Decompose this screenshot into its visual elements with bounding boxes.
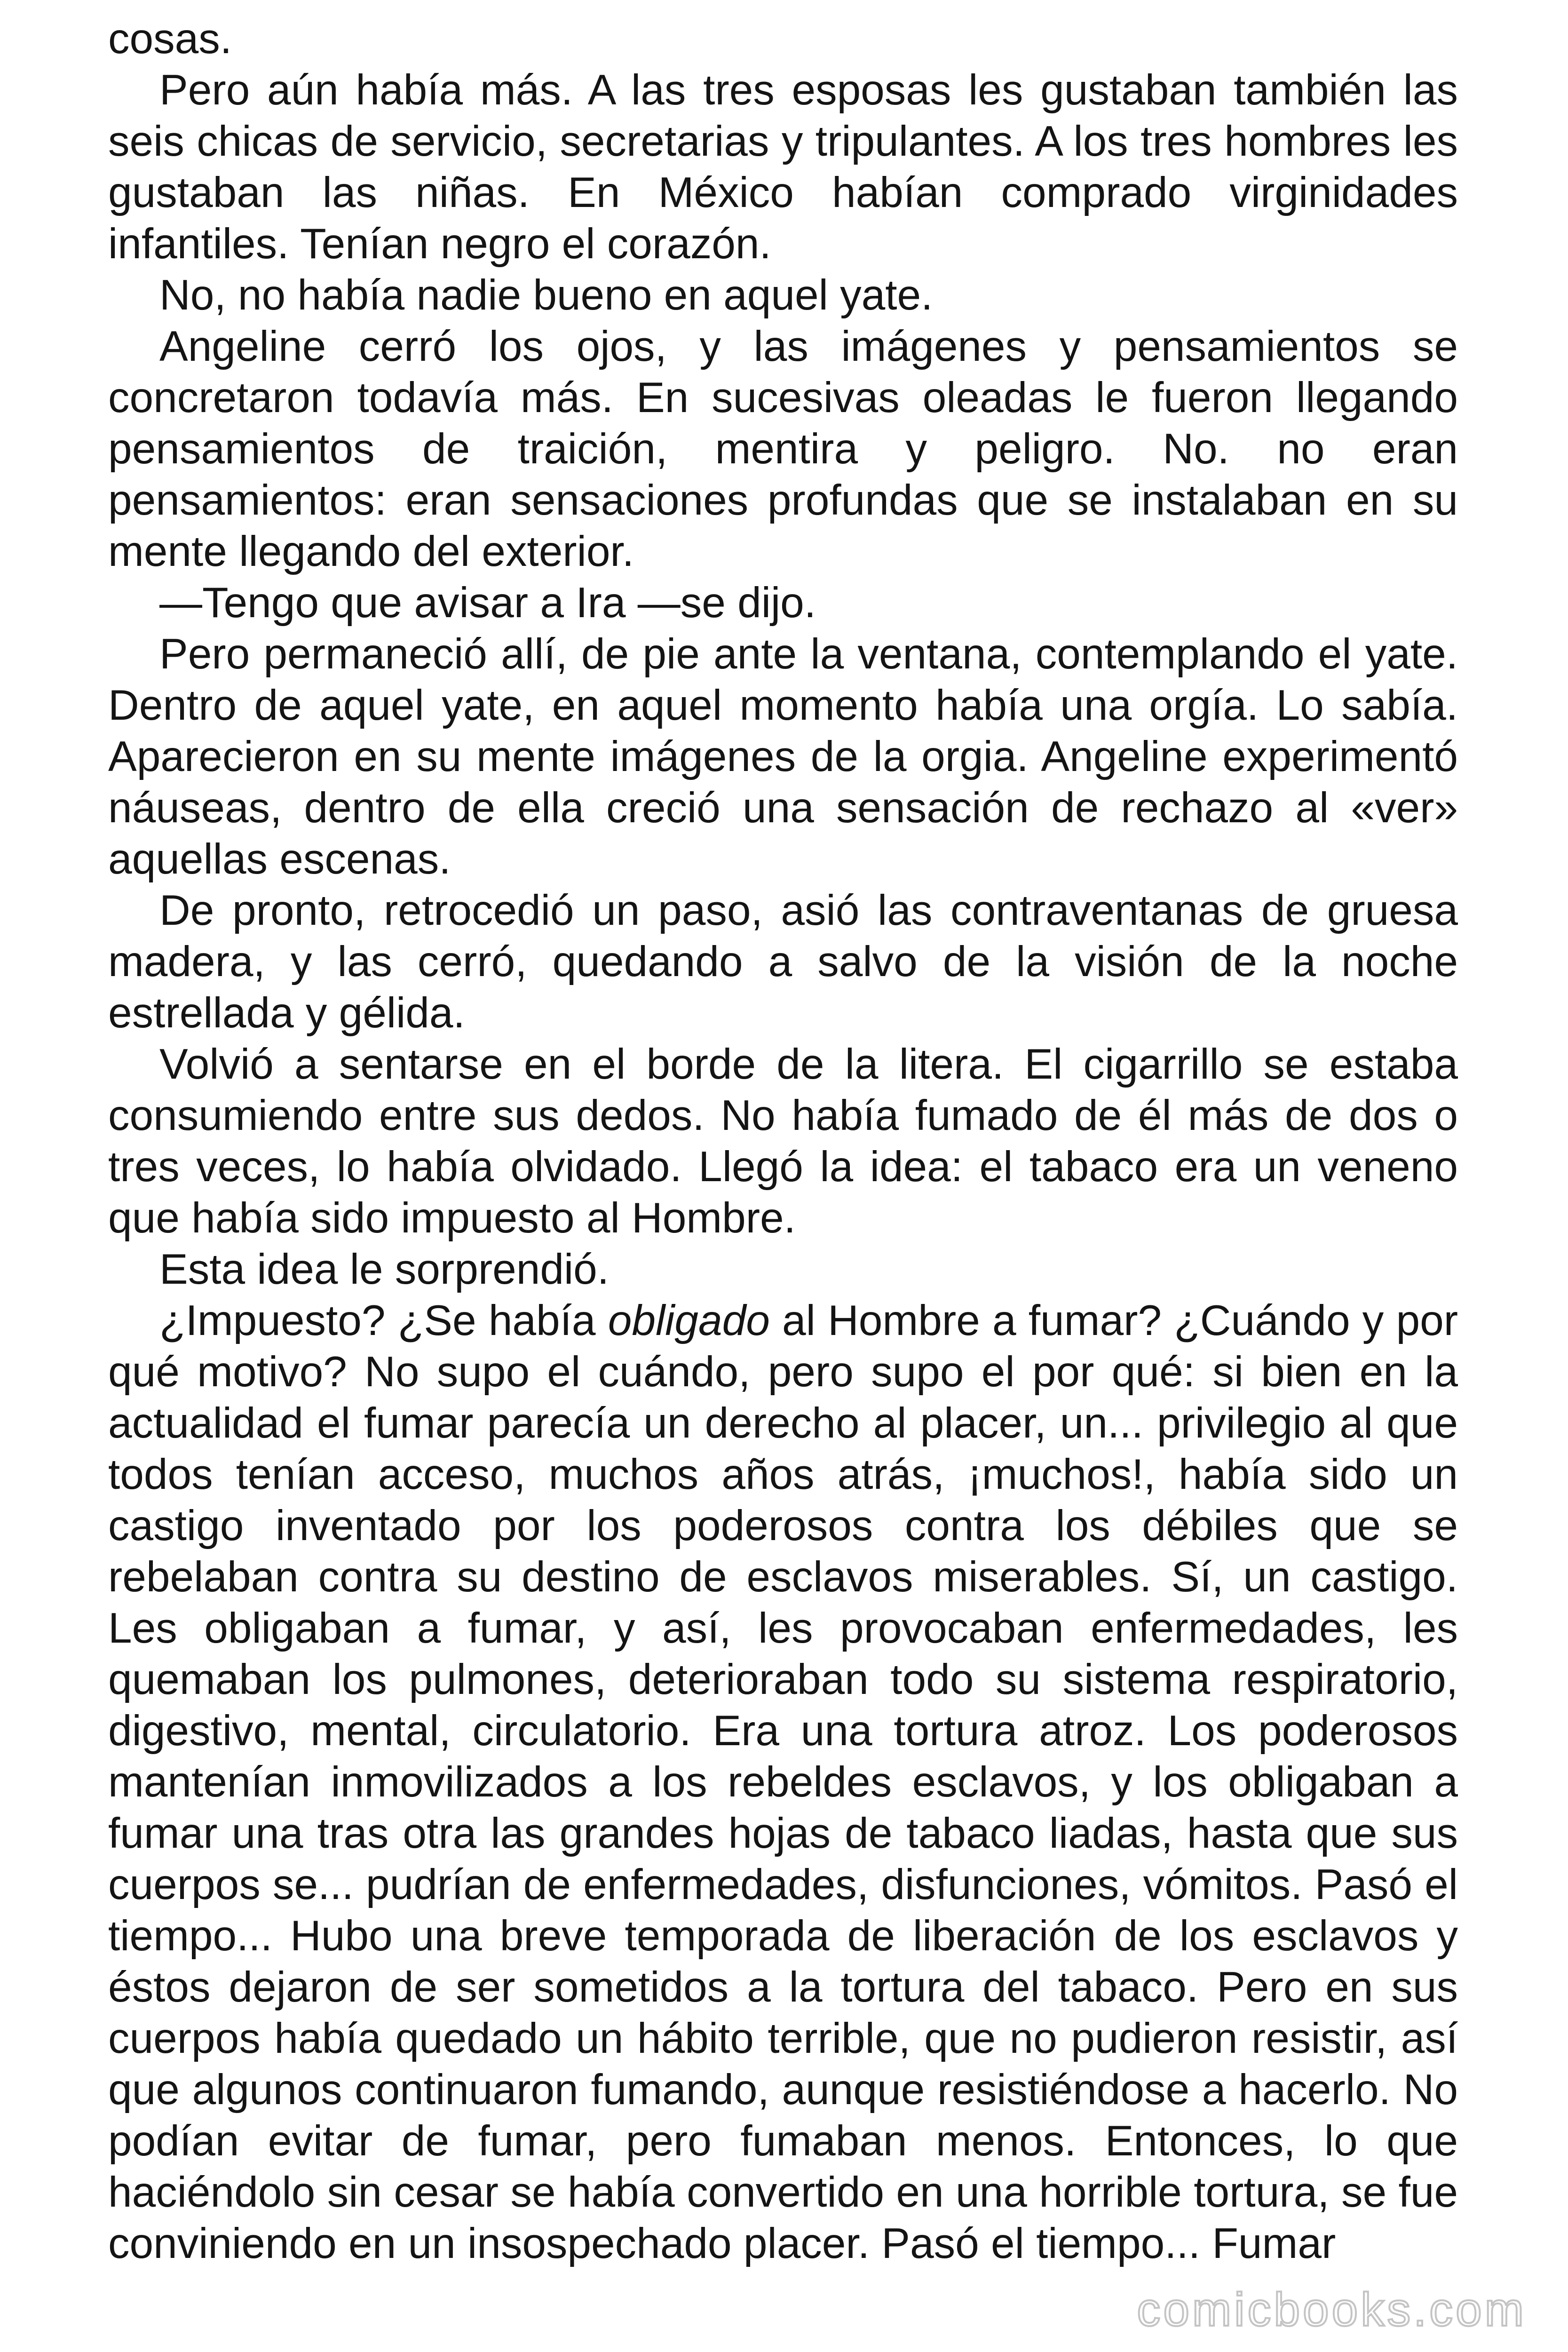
- paragraph-impuesto: [108, 1295, 1458, 2269]
- italic-emphasis: obligado: [608, 1297, 770, 1344]
- paragraph: Angeline cerró los ojos, y las imágenes y pensamientos se concretaron todavía más. En sucesivas oleadas le fueron llegando pensamientos de traición, mentira y peligro. No. no eran pensamientos: eran sensaciones profundas que se instalaban en su mente llegando del exterior.: [108, 323, 1458, 575]
- paragraph: De pronto, retrocedió un paso, asió las contraventanas de gruesa madera, y las cerró, quedando a salvo de la visión de la noche estrellada y gélida.: [108, 887, 1458, 1037]
- paragraph: Volvió a sentarse en el borde de la litera. El cigarrillo se estaba consumiendo entre sus dedos. No había fumado de él más de dos o tres veces, lo había olvidado. Llegó la idea: el tabaco era un veneno que había sido impuesto al Hombre.: [108, 1041, 1458, 1242]
- paragraph: No, no había nadie bueno en aquel yate.: [159, 271, 933, 319]
- document-page: [108, 13, 1458, 2332]
- paragraph: Esta idea le sorprendió.: [159, 1246, 610, 1293]
- dialogue-paragraph: —Tengo que avisar a Ira —se dijo.: [159, 579, 816, 627]
- paragraph-continuation: cosas.: [108, 15, 232, 63]
- paragraph: Pero permaneció allí, de pie ante la ventana, contemplando el yate. Dentro de aquel yate, en aquel momento había una orgía. Lo sabía. Aparecieron en su mente imágenes de la orgia. Angeline experimentó náuseas, dentro de ella creció una sensación de rechazo al «ver» aquellas escenas.: [108, 630, 1458, 883]
- watermark-logo: comicbooks.com: [1137, 2283, 1527, 2336]
- paragraph: Pero aún había más. A las tres esposas les gustaban también las seis chicas de servicio, secretarias y tripulantes. A los tres hombres les gustaban las niñas. En México habían comprado virginidades infantiles. Tenían negro el corazón.: [108, 66, 1458, 268]
- text-run: al Hombre a fumar? ¿Cuándo y por qué motivo? No supo el cuándo, pero supo el por qué: si bien en la actualidad el fumar parecía un derecho al placer, un... privilegio al que todos tenían acceso, muchos años atrás, ¡muchos!, había sido un castigo inventado por los poderosos contra los débiles que se rebelaban contra su destino de esclavos miserables. Sí, un castigo. Les obligaban a fumar, y así, les provocaban enfermedades, les quemaban los pulmones, deterioraban todo su sistema respiratorio, digestivo, mental, circulatorio. Era una tortura atroz. Los poderosos mantenían inmovilizados a los rebeldes esclavos, y los obligaban a fumar una tras otra las grandes hojas de tabaco liadas, hasta que sus cuerpos se... pudrían de enfermedades, disfunciones, vómitos. Pasó el tiempo... Hubo una breve temporada de liberación de los esclavos y éstos dejaron de ser sometidos a la tortura del tabaco. Pero en sus cuerpos había quedado un hábito terrible, que no pudieron resistir, así que algunos continuaron fumando, aunque resistiéndose a hacerlo. No podían evitar de fumar, pero fumaban menos. Entonces, lo que haciéndolo sin cesar se había convertido en una horrible tortura, se fue conviniendo en un insospechado placer. Pasó el tiempo... Fumar: [108, 1297, 1458, 2267]
- text-run: ¿Impuesto? ¿Se había: [159, 1297, 608, 1344]
